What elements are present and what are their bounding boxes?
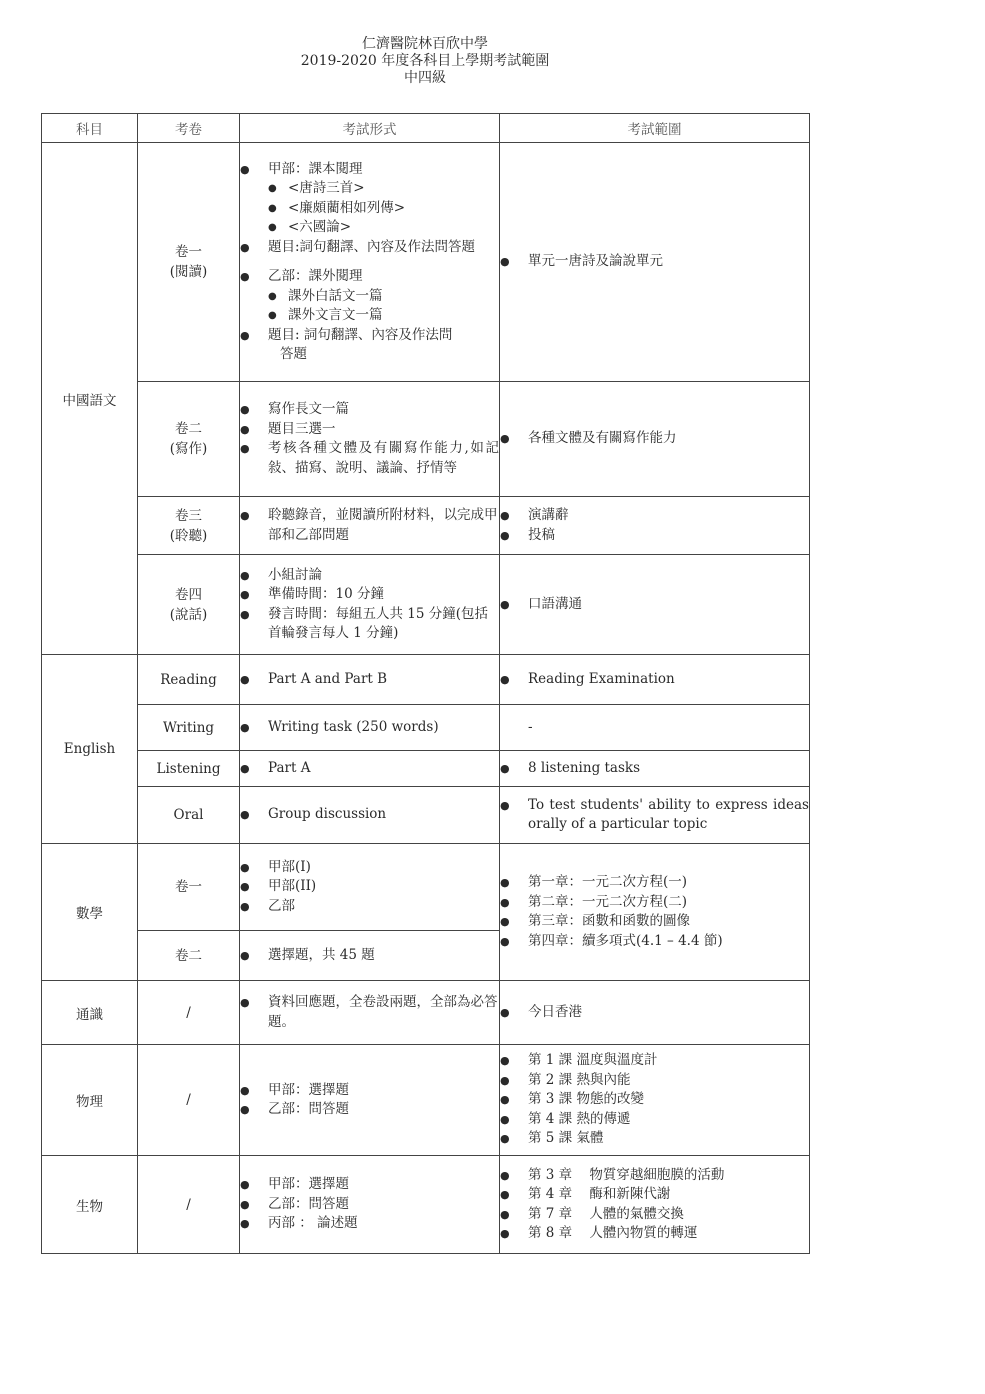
list-item: ● 投稿 [500, 526, 555, 543]
list-item: ● To test students' ability to express ideas orally of a particular topic [500, 796, 809, 832]
exam-scope [500, 981, 810, 1045]
list-item: ● 甲部：課本閱理 [240, 160, 363, 177]
exam-format [240, 1045, 500, 1156]
table-row [42, 497, 810, 555]
list-item: ● 第二章：一元二次方程(二) [500, 893, 688, 910]
exam-scope [500, 143, 810, 382]
exam-format [240, 981, 500, 1045]
list-item: ● 今日香港 [500, 1003, 582, 1020]
list-item: ● 演講辭 [500, 507, 569, 523]
exam-scope [500, 555, 810, 655]
paper-name: / [138, 981, 240, 1045]
exam-format [240, 844, 500, 931]
exam-format [240, 787, 500, 844]
paper-label: 卷二 [175, 421, 202, 437]
paper-name: / [138, 1045, 240, 1156]
list-item: ● 題目三選一 [240, 420, 336, 437]
exam-format [240, 655, 500, 705]
subject-physics: 物理 [42, 1045, 138, 1156]
table-header-row [42, 114, 810, 143]
subject-chinese: 中國語文 [42, 143, 138, 655]
list-item-continuation: 答題 [280, 346, 307, 362]
list-item: ● Writing task (250 words) [240, 718, 439, 735]
list-item: ● 題目:詞句翻譯、內容及作法問答題 [240, 238, 476, 255]
list-item: ● 第 7 章 人體的氣體交換 [500, 1205, 684, 1222]
list-item: ● 口語溝通 [500, 595, 582, 612]
list-item: ● 各種文體及有關寫作能力 [500, 430, 677, 447]
paper-name: Writing [138, 705, 240, 751]
list-item: ● 甲部(I) [240, 858, 311, 875]
exam-format [240, 751, 500, 787]
table-row [42, 655, 810, 705]
header-paper: 考卷 [138, 114, 240, 143]
table-row [42, 787, 810, 844]
table-row [42, 751, 810, 787]
exam-scope [500, 787, 810, 844]
table-row [42, 1156, 810, 1254]
list-item: ● 準備時間：10 分鐘 [240, 586, 384, 602]
list-item: ● 乙部：問答題 [240, 1101, 349, 1117]
list-item: ● 8 listening tasks [500, 759, 641, 776]
header-format: 考試形式 [240, 114, 500, 143]
subject-english: English [42, 655, 138, 844]
exam-format [240, 497, 500, 555]
list-item: ● 小組討論 [240, 566, 322, 583]
document-header [0, 36, 850, 87]
subject-liberal-studies: 通識 [42, 981, 138, 1045]
exam-scope [500, 751, 810, 787]
list-item: ● 資料回應題，全卷設兩題，全部為必答題。 [240, 994, 498, 1030]
table-row [42, 143, 810, 382]
list-item: ● 第四章：續多項式(4.1 – 4.4 節) [500, 932, 723, 949]
list-item: ● 寫作長文一篇 [240, 401, 349, 417]
list-item: ● 第 8 章 人體內物質的轉運 [500, 1225, 698, 1241]
table-row [42, 844, 810, 931]
list-item: ● 課外白話文一篇 [268, 287, 383, 304]
paper-name: / [138, 1156, 240, 1254]
list-item: ● 聆聽錄音，並閱讀所附材料，以完成甲部和乙部問題 [240, 507, 498, 543]
grade-label: 中四級 [404, 70, 446, 86]
paper-name [138, 143, 240, 382]
table-row [42, 1045, 810, 1156]
subject-biology: 生物 [42, 1156, 138, 1254]
list-item: ● 課外文言文一篇 [268, 307, 383, 323]
paper-name [138, 555, 240, 655]
paper-name: 卷一 [138, 844, 240, 931]
paper-type: (聆聽) [169, 527, 208, 544]
paper-name: Reading [138, 655, 240, 705]
list-item: ● 選擇題，共 45 題 [240, 946, 375, 963]
list-item: ● Group discussion [240, 806, 387, 823]
paper-type: (閱讀) [169, 264, 208, 280]
exam-scope [500, 655, 810, 705]
table-row [42, 705, 810, 751]
school-name: 仁濟醫院林百欣中學 [362, 36, 488, 52]
exam-format [240, 143, 500, 382]
table-row [42, 382, 810, 497]
paper-name: 卷二 [138, 931, 240, 981]
list-item: ● 乙部 [240, 897, 295, 914]
header-subject: 科目 [42, 114, 138, 143]
list-item: ● 甲部：選擇題 [240, 1081, 349, 1098]
list-item: ● 第 5 課 氣體 [500, 1130, 604, 1147]
list-item: ● <六國論> [268, 219, 352, 235]
list-item: ● 考核各種文體及有關寫作能力,如記敍、描寫、說明、議論、抒情等 [240, 440, 499, 476]
list-item: ● 第 4 課 熱的傳遞 [500, 1110, 631, 1127]
exam-scope [500, 382, 810, 497]
paper-name [138, 497, 240, 555]
list-item: - [528, 718, 533, 735]
list-item: ● 第 3 章 物質穿越細胞膜的活動 [500, 1166, 725, 1183]
list-item: ● 單元一唐詩及論說單元 [500, 253, 663, 270]
paper-label: 卷四 [175, 586, 202, 603]
paper-type: (說話) [169, 606, 208, 623]
list-item: ● Part A [240, 759, 311, 776]
list-item: ● 第 1 課 溫度與溫度計 [500, 1052, 658, 1069]
exam-scope [500, 1156, 810, 1254]
list-item: ● Reading Examination [500, 670, 675, 687]
list-item: ● 丙部 ： 論述題 [240, 1215, 358, 1232]
list-item: ● 甲部(II) [240, 878, 317, 895]
paper-name: Oral [138, 787, 240, 844]
exam-scope-table [41, 113, 810, 1254]
exam-scope [500, 1045, 810, 1156]
exam-format [240, 382, 500, 497]
exam-format [240, 931, 500, 981]
list-item: ● 第三章：函數和函數的圖像 [500, 913, 690, 929]
exam-scope [500, 844, 810, 981]
paper-label: 卷一 [175, 244, 202, 260]
list-item: ● 乙部：課外閱理 [240, 268, 363, 284]
list-item: ● <唐詩三首> [268, 180, 365, 196]
document-title: 2019-2020 年度各科目上學期考試範圍 [300, 53, 550, 69]
exam-scope [500, 705, 810, 751]
table-row [42, 555, 810, 655]
paper-name: Listening [138, 751, 240, 787]
paper-name [138, 382, 240, 497]
exam-format [240, 555, 500, 655]
list-item: ● 第 2 課 熱與內能 [500, 1071, 631, 1088]
list-item: ● 甲部：選擇題 [240, 1176, 349, 1193]
list-item: ● Part A and Part B [240, 670, 388, 687]
list-item: ● 第 4 章 酶和新陳代謝 [500, 1186, 671, 1202]
exam-format [240, 705, 500, 751]
list-item: ● 題目: 詞句翻譯、內容及作法問 [240, 326, 453, 343]
exam-scope [500, 497, 810, 555]
paper-type: (寫作) [169, 441, 208, 457]
list-item: ● <廉頗藺相如列傳> [268, 199, 406, 216]
list-item: ● 乙部：問答題 [240, 1195, 349, 1212]
list-item: ● 第 3 課 物態的改變 [500, 1091, 644, 1108]
table-row [42, 981, 810, 1045]
list-item: ● 第一章：一元二次方程(一) [500, 874, 688, 890]
paper-label: 卷三 [175, 507, 202, 524]
header-scope: 考試範圍 [500, 114, 810, 143]
list-item: ● 發言時間：每組五人共 15 分鐘(包括首輪發言每人 1 分鐘) [240, 605, 489, 641]
subject-math: 數學 [42, 844, 138, 981]
exam-format [240, 1156, 500, 1254]
